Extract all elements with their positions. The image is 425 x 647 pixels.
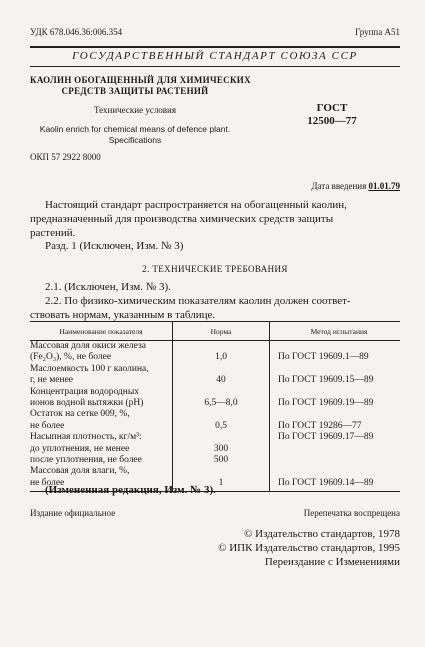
specification-table xyxy=(30,321,400,492)
cell-indicator: после уплотнения, не более xyxy=(30,455,173,466)
table-row xyxy=(30,387,400,398)
date-label: Дата введения xyxy=(311,181,367,191)
copyright-1978: © Издательство стандартов, 1978 xyxy=(244,528,400,540)
banner-rule xyxy=(30,66,400,67)
cell-indicator: не более xyxy=(30,421,173,432)
table-header-row xyxy=(30,322,400,341)
cell-indicator: ионов водной вытяжки (pH) xyxy=(30,398,173,409)
cell-method xyxy=(270,341,401,353)
cell-norm xyxy=(173,341,270,353)
gost-label: ГОСТ xyxy=(316,102,348,114)
group-code: Группа А51 xyxy=(355,27,400,37)
cell-indicator: (Fe₂O₃), %, не более xyxy=(30,352,173,363)
table-row xyxy=(30,444,400,455)
section-1-note: Разд. 1 (Исключен, Изм. № 3) xyxy=(45,240,184,252)
cell-method xyxy=(270,364,401,375)
cell-indicator: Массовая доля окиси железа xyxy=(30,341,173,353)
cell-norm xyxy=(173,466,270,477)
header-norm: Норма xyxy=(173,322,270,341)
header-indicator: Наименование показателя xyxy=(30,322,173,341)
udk-code: УДК 678.046.36:006.354 xyxy=(30,27,123,37)
cell-norm: 40 xyxy=(173,375,270,386)
table-row xyxy=(30,409,400,420)
cell-norm: 500 xyxy=(173,455,270,466)
official-edition: Издание официальное xyxy=(30,508,116,518)
cell-method xyxy=(270,455,401,466)
cell-method: По ГОСТ 19609.1—89 xyxy=(278,352,369,363)
cell-norm xyxy=(173,409,270,420)
table-row xyxy=(30,466,400,477)
date-value: 01.01.79 xyxy=(368,181,400,191)
cell-norm: 1,0 xyxy=(173,352,270,363)
intro-line-3: растений. xyxy=(30,227,76,239)
paragraph-2-2-line-2: ствовать нормам, указанным в таблице. xyxy=(30,309,216,321)
reprint-prohibited: Перепечатка воспрещена xyxy=(303,508,400,518)
cell-method xyxy=(270,466,401,477)
cell-norm: 1 xyxy=(173,478,270,492)
table-row xyxy=(30,375,400,386)
table-row xyxy=(30,432,400,443)
cell-indicator: г, не менее xyxy=(30,375,173,386)
date-of-introduction xyxy=(311,181,400,191)
table-row xyxy=(30,398,400,409)
cell-norm xyxy=(173,432,270,443)
intro-line-2: предназначенный для производства химических средств защиты xyxy=(30,213,334,225)
reissue-note: Переиздание с Изменениями xyxy=(264,556,400,568)
title-english-2: Specifications xyxy=(108,135,162,145)
title-line-1: КАОЛИН ОБОГАЩЕННЫЙ ДЛЯ ХИМИЧЕСКИХ xyxy=(30,75,251,85)
cell-method: По ГОСТ 19286—77 xyxy=(278,420,362,431)
cell-method: По ГОСТ 19609.14—89 xyxy=(270,478,401,492)
cell-norm: 300 xyxy=(173,444,270,455)
header-method: Метод испытания xyxy=(270,322,401,341)
gost-number: 12500—77 xyxy=(307,115,357,127)
table-row xyxy=(30,421,400,432)
cell-indicator: Остаток на сетке 009, %, xyxy=(30,409,173,420)
title-english-1: Kaolin enrich for chemical means of defence plant. xyxy=(39,124,231,134)
cell-method: По ГОСТ 19609.19—89 xyxy=(278,398,374,409)
title-subtitle: Технические условия xyxy=(93,105,177,115)
table-row xyxy=(30,341,400,353)
cell-indicator: Маслоемкость 100 г каолина, xyxy=(30,364,173,375)
paragraph-2-2-line-1: 2.2. По физико-химическим показателям каолин должен соответ- xyxy=(45,295,351,307)
cell-indicator: Массовая доля влаги, %, xyxy=(30,466,173,477)
cell-method xyxy=(270,387,401,398)
paragraph-2-1: 2.1. (Исключен, Изм. № 3). xyxy=(45,281,171,293)
section-2-heading: 2. ТЕХНИЧЕСКИЕ ТРЕБОВАНИЯ xyxy=(142,264,288,274)
cell-indicator: не более xyxy=(30,478,173,492)
revision-note: (Измененная редакция, Изм. № 3). xyxy=(45,484,216,496)
top-rule xyxy=(30,46,400,48)
cell-norm xyxy=(173,364,270,375)
cell-method xyxy=(270,444,401,455)
cell-method xyxy=(270,409,401,420)
table-row xyxy=(30,364,400,375)
cell-indicator: Концентрация водородных xyxy=(30,387,173,398)
cell-norm: 0,5 xyxy=(173,421,270,432)
standard-banner: ГОСУДАРСТВЕННЫЙ СТАНДАРТ СОЮЗА ССР xyxy=(72,50,358,62)
title-line-2: СРЕДСТВ ЗАЩИТЫ РАСТЕНИЙ xyxy=(61,86,209,96)
intro-line-1: Настоящий стандарт распространяется на обогащенный каолин, xyxy=(45,199,347,211)
copyright-1995: © ИПК Издательство стандартов, 1995 xyxy=(218,542,400,554)
cell-method: По ГОСТ 19609.15—89 xyxy=(278,375,374,386)
cell-indicator: до уплотнения, не менее xyxy=(30,444,173,455)
cell-norm xyxy=(173,387,270,398)
cell-norm: 6,5—8,0 xyxy=(173,398,270,409)
cell-method: По ГОСТ 19609.17—89 xyxy=(278,432,374,443)
okp-code: ОКП 57 2922 8000 xyxy=(30,152,101,162)
table-row xyxy=(30,455,400,466)
cell-indicator: Насыпная плотность, кг/м³: xyxy=(30,432,173,443)
table-row xyxy=(30,352,400,363)
